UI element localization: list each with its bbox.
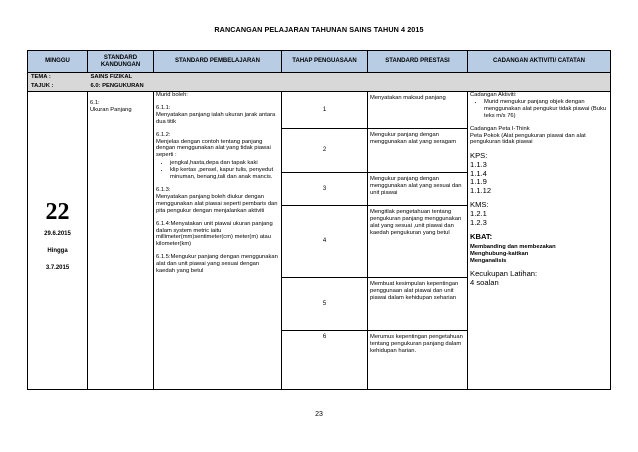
pembelajaran-cell [154, 92, 282, 390]
tahap-4: 4 [282, 206, 368, 278]
sp-6-1-2-examples [156, 160, 279, 181]
tajuk-row [28, 82, 611, 92]
prestasi-2: Mengukur panjang dengan menggunakan alat yang seragam [368, 129, 468, 173]
sp-6-1-2-code: 6.1.2: [156, 131, 171, 138]
table-row [28, 92, 611, 129]
sp-6-1-3-text: Menyatakan panjang boleh diukur dengan menggunakan alat piawai seperti pembaris dan pita pengukur dengan menjalankan aktiviti [156, 193, 278, 214]
prestasi-5: Membuat kesimpulan kepentingan penggunaan alat piawai dan unit piawai dalam kehidupan seharian [368, 278, 468, 331]
kms-label: KMS: [470, 200, 489, 210]
kms-item: 1.2.3 [470, 217, 487, 227]
tajuk-value: 6.0: PENGUKURAN [88, 82, 611, 92]
kps-label: KPS: [470, 151, 488, 161]
kandungan-code: 6.1: [90, 100, 100, 106]
kbat-item: Menganalisis [470, 257, 507, 264]
prestasi-4: Mengitlak pengetahuan tentang pengukuran panjang menggunakan alat yang sesuai ,unit piawai dan kaedah pengukuran yang betul [368, 206, 468, 278]
header-standard-prestasi: STANDARD PRESTASI [368, 51, 468, 73]
pembelajaran-intro: Murid boleh: [156, 92, 188, 98]
cadangan-cell [468, 92, 611, 390]
kandungan-text: Ukuran Panjang [90, 106, 132, 113]
sp-6-1-3-code: 6.1.3: [156, 186, 171, 193]
kms-item: 1.2.1 [470, 208, 487, 218]
kecukupan-soalan: 4 soalan [470, 278, 499, 287]
header-cadangan: CADANGAN AKTIVITI/ CATATAN [468, 51, 611, 73]
yearly-plan-table [27, 50, 611, 390]
header-row [28, 51, 611, 73]
week-number: 22 [45, 199, 70, 226]
sp-6-1-2-text: Menjelas dengan contoh tentang panjang dengan menggunakan alat yang tidak piawai seperti : [156, 138, 271, 159]
week-cell [28, 92, 88, 390]
list-item: • Murid mengukur panjang objek dengan menggunakan alat pengukur tidak piawai (Buku teks m/s 76) [484, 99, 608, 120]
tahap-6: 6 [282, 331, 368, 390]
kps-item: 1.1.3 [470, 159, 487, 169]
tema-row [28, 73, 611, 83]
sp-6-1-1-code: 6.1.1: [156, 104, 171, 111]
kbat-item: Membanding dan membezakan [470, 243, 556, 250]
week-end-date: 3.7.2015 [45, 264, 70, 271]
cadangan-aktiviti-label: Cadangan Aktiviti: [470, 92, 517, 98]
cadangan-aktiviti-list [470, 99, 608, 120]
kps-item: 1.1.12 [470, 185, 492, 195]
header-standard-kandungan: STANDARD KANDUNGAN [88, 51, 154, 73]
week-hingga: Hingga [47, 248, 68, 255]
sp-6-1-5: 6.1.5:Mengukur panjang dengan menggunakan alat dan unit piawai yang sesuai dengan kaedah yang betul [156, 254, 278, 275]
list-item: • jengkal,hasta,depa dan tapak kaki [170, 160, 279, 167]
tahap-3: 3 [282, 173, 368, 206]
cadangan-ithink-label: Cadangan Peta I-Think [470, 125, 530, 132]
kandungan-cell [88, 92, 154, 390]
sp-6-1-1 [156, 105, 279, 126]
kecukupan-label: Kecukupan Latihan: [470, 269, 538, 279]
tahap-1: 1 [282, 92, 368, 129]
sp-6-1-3 [156, 187, 279, 215]
week-start-date: 29.6.2015 [44, 231, 71, 238]
cadangan-peta-pokok: Peta Pokok (Alat pengukuran piawai dan alat pengukuran tidak piawai [470, 132, 586, 146]
kbat-label: KBAT: [470, 232, 493, 242]
header-tahap-penguasaan: TAHAP PENGUASAAN [282, 51, 368, 73]
prestasi-3: Mengukur panjang dengan menggunakan alat yang sesuai dan unit piawai [368, 173, 468, 206]
prestasi-1: Menyatakan maksud panjang [368, 92, 468, 129]
sp-6-1-2 [156, 132, 279, 160]
kps-item: 1.1.9 [470, 177, 487, 187]
sp-6-1-4: 6.1.4:Menyatakan unit piawai ukuran panjang dalam system metric iaitu millimeter(mm)sentimeter(cm) meter(m) atau kilometer(km) [156, 220, 273, 248]
header-minggu: MINGGU [28, 51, 88, 73]
tema-label: TEMA : [28, 73, 88, 83]
kps-item: 1.1.4 [470, 168, 487, 178]
prestasi-6: Merumus kepentingan pengetahuan tentang pengukuran panjang dalam kehidupan harian. [368, 331, 468, 390]
tajuk-label: TAJUK : [28, 82, 88, 92]
tahap-2: 2 [282, 129, 368, 173]
tahap-5: 5 [282, 278, 368, 331]
document-title: RANCANGAN PELAJARAN TAHUNAN SAINS TAHUN 4 2015 [214, 25, 424, 34]
sp-6-1-1-text: Menyatakan panjang ialah ukuran jarak antara dua titik [156, 111, 276, 125]
page-number: 23 [315, 411, 323, 418]
header-standard-pembelajaran: STANDARD PEMBELAJARAN [154, 51, 282, 73]
kbat-item: Menghubung-kaitkan [470, 250, 529, 257]
tema-value: SAINS FIZIKAL [88, 73, 611, 83]
list-item: • klip kertas ,pensel, kapur tulis, penyedut minuman, benang,tali dan anak mancis. [170, 167, 279, 181]
